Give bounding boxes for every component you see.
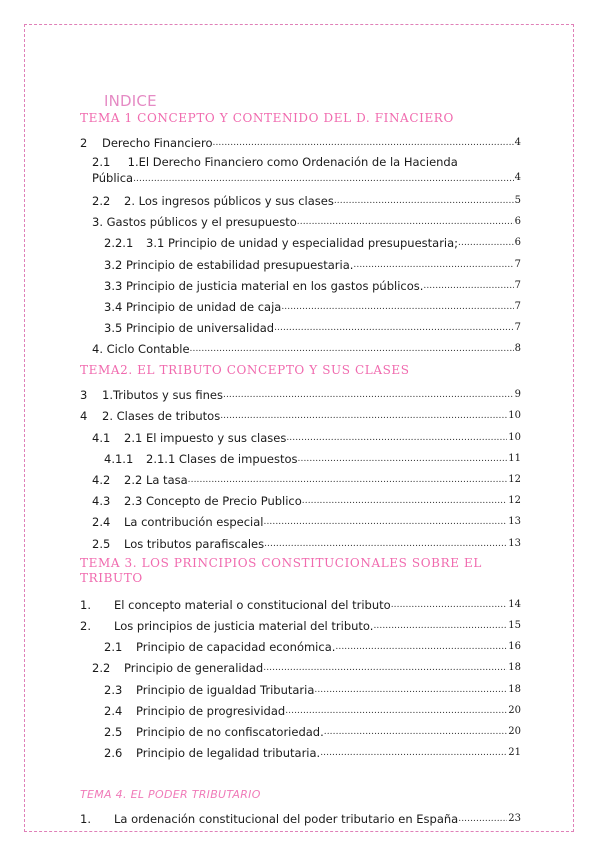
toc-title: 2.3 Concepto de Precio Publico [124, 494, 302, 508]
toc-page: 20 [508, 705, 521, 716]
toc-entry[interactable] [80, 407, 521, 423]
tema-3-heading: TEMA 3. LOS PRINCIPIOS CONSTITUCIONALES SOBRE EL [80, 556, 482, 570]
toc-page: 14 [508, 599, 521, 610]
toc-entry[interactable] [92, 492, 521, 508]
toc-title: 2. Los ingresos públicos y sus clases [124, 194, 334, 208]
toc-title: 2. Clases de tributos [102, 409, 221, 423]
toc-entry[interactable] [92, 213, 521, 229]
toc-page: 5 [514, 195, 521, 206]
dot-leader [334, 196, 514, 207]
dot-leader [335, 642, 507, 653]
toc-entry[interactable] [104, 298, 521, 314]
dot-leader [297, 217, 514, 228]
toc-number: 4 [80, 409, 88, 423]
toc-page: 6 [514, 216, 521, 227]
toc-title: 2.1.1 Clases de impuestos [146, 452, 298, 466]
toc-page: 13 [508, 538, 521, 549]
toc-number: 4.1 [92, 431, 111, 445]
toc-entry[interactable] [104, 319, 521, 335]
index-heading: INDICE [104, 92, 157, 110]
toc-title: Principio de no confiscatoriedad. [136, 725, 324, 739]
dot-leader [274, 323, 514, 334]
toc-page: 23 [508, 813, 521, 824]
toc-page: 16 [508, 641, 521, 652]
toc-number: 2.2 [92, 194, 111, 208]
toc-title: Principio de capacidad económica. [136, 640, 336, 654]
toc-number: 2.2 [92, 661, 111, 675]
toc-page: 18 [508, 684, 521, 695]
toc-page: 11 [508, 453, 521, 464]
dot-leader [373, 621, 507, 632]
dot-leader [320, 748, 507, 759]
toc-page: 7 [514, 259, 521, 270]
toc-title: Los principios de justicia material del tributo. [114, 619, 374, 633]
toc-title: 2.2 La tasa [124, 473, 188, 487]
toc-title: 1.El Derecho Financiero como Ordenación de la Hacienda [127, 155, 458, 169]
tema-1-heading: TEMA 1 CONCEPTO Y CONTENIDO DEL D. FINACIERO [80, 111, 454, 125]
toc-title: 3.1 Principio de unidad y especialidad presupuestaria; [146, 236, 459, 250]
dot-leader [223, 390, 514, 401]
tema-2-heading: TEMA2. EL TRIBUTO CONCEPTO Y SUS CLASES [80, 363, 410, 377]
toc-entry[interactable] [104, 744, 521, 760]
toc-number: 4.2 [92, 473, 111, 487]
toc-number: 2.4 [92, 515, 111, 529]
toc-entry[interactable] [92, 192, 521, 208]
toc-title: 3. Gastos públicos y el presupuesto [92, 215, 297, 229]
dot-leader [281, 302, 513, 313]
tema-4-heading: TEMA 4. EL PODER TRIBUTARIO [80, 788, 261, 801]
toc-page: 6 [514, 237, 521, 248]
toc-page: 18 [508, 662, 521, 673]
toc-title: 3.3 Principio de justicia material en los gastos públicos. [104, 279, 424, 293]
dot-leader [302, 496, 507, 507]
toc-entry[interactable] [92, 429, 521, 445]
toc-page: 7 [514, 280, 521, 291]
dot-leader [324, 727, 508, 738]
toc-title: 2.1 El impuesto y sus clases [124, 431, 287, 445]
toc-number: 2.6 [104, 746, 123, 760]
toc-entry[interactable] [92, 154, 521, 186]
toc-entry[interactable] [80, 386, 521, 402]
toc-title: Derecho Financiero [102, 136, 213, 150]
toc-page: 13 [508, 516, 521, 527]
toc-page: 7 [514, 322, 521, 333]
dot-leader [458, 238, 514, 249]
toc-title: La contribución especial [124, 515, 264, 529]
dot-leader [298, 454, 508, 465]
toc-title: Principio de igualdad Tributaria [136, 683, 315, 697]
toc-title: 3.4 Principio de unidad de caja [104, 300, 282, 314]
dot-leader [285, 706, 507, 717]
toc-title: El concepto material o constitucional del tributo [114, 598, 391, 612]
toc-entry[interactable] [80, 134, 521, 150]
toc-title: La ordenación constitucional del poder tributario en España [114, 812, 459, 826]
toc-entry[interactable] [104, 256, 521, 272]
toc-number: 2.3 [104, 683, 123, 697]
toc-number: 2.4 [104, 704, 123, 718]
toc-title: 1.Tributos y sus fines [102, 388, 223, 402]
toc-entry[interactable] [80, 596, 521, 612]
toc-entry[interactable] [104, 702, 521, 718]
toc-number: 2. [80, 619, 91, 633]
dot-leader [353, 260, 513, 271]
toc-page: 8 [514, 343, 521, 354]
toc-number: 2.1 [92, 155, 111, 169]
toc-page: 12 [508, 495, 521, 506]
toc-page: 9 [514, 389, 521, 400]
toc-entry[interactable] [80, 810, 521, 826]
toc-entry[interactable] [104, 277, 521, 293]
dot-leader [391, 600, 508, 611]
dot-leader [263, 663, 507, 674]
dot-leader [263, 517, 507, 528]
toc-entry[interactable] [92, 659, 521, 675]
toc-entry[interactable] [104, 723, 521, 739]
toc-entry[interactable] [104, 638, 521, 654]
tema-3-heading-continued: TRIBUTO [80, 571, 143, 585]
toc-title-continued: Pública [92, 171, 134, 185]
toc-number: 1. [80, 812, 91, 826]
toc-page: 10 [508, 432, 521, 443]
dot-leader [458, 814, 507, 825]
toc-page: 21 [508, 747, 521, 758]
toc-page: 4 [514, 137, 521, 148]
dot-leader [220, 411, 507, 422]
dot-leader [264, 539, 507, 550]
dot-leader [190, 344, 514, 355]
toc-page: 15 [508, 620, 521, 631]
toc-title: Principio de progresividad [136, 704, 286, 718]
dot-leader [213, 138, 514, 149]
toc-title: Los tributos parafiscales [124, 537, 265, 551]
toc-page: 4 [514, 172, 521, 183]
toc-number: 2.1 [104, 640, 123, 654]
toc-title: 3.5 Principio de universalidad [104, 321, 275, 335]
toc-entry[interactable] [104, 234, 521, 250]
toc-number: 2.5 [104, 725, 123, 739]
toc-page: 7 [514, 301, 521, 312]
toc-entry[interactable] [92, 513, 521, 529]
toc-title: 4. Ciclo Contable [92, 342, 190, 356]
toc-number: 2.2.1 [104, 236, 134, 250]
toc-number: 2.5 [92, 537, 111, 551]
toc-title: Principio de generalidad [124, 661, 264, 675]
dot-leader [314, 685, 507, 696]
dot-leader [423, 281, 513, 292]
toc-number: 3 [80, 388, 88, 402]
toc-entry[interactable] [80, 617, 521, 633]
toc-number: 4.3 [92, 494, 111, 508]
toc-number: 4.1.1 [104, 452, 134, 466]
toc-entry[interactable] [104, 450, 521, 466]
dot-leader [286, 433, 507, 444]
toc-entry[interactable] [104, 681, 521, 697]
toc-number: 2 [80, 136, 88, 150]
toc-title: Principio de legalidad tributaria. [136, 746, 321, 760]
toc-entry[interactable] [92, 340, 521, 356]
toc-page: 12 [508, 474, 521, 485]
toc-title: 3.2 Principio de estabilidad presupuestaria. [104, 258, 354, 272]
toc-page: 10 [508, 410, 521, 421]
dot-leader [133, 174, 514, 185]
toc-number: 1. [80, 598, 91, 612]
dot-leader [188, 475, 508, 486]
toc-entry[interactable] [92, 535, 521, 551]
toc-page: 20 [508, 726, 521, 737]
toc-entry[interactable] [92, 471, 521, 487]
